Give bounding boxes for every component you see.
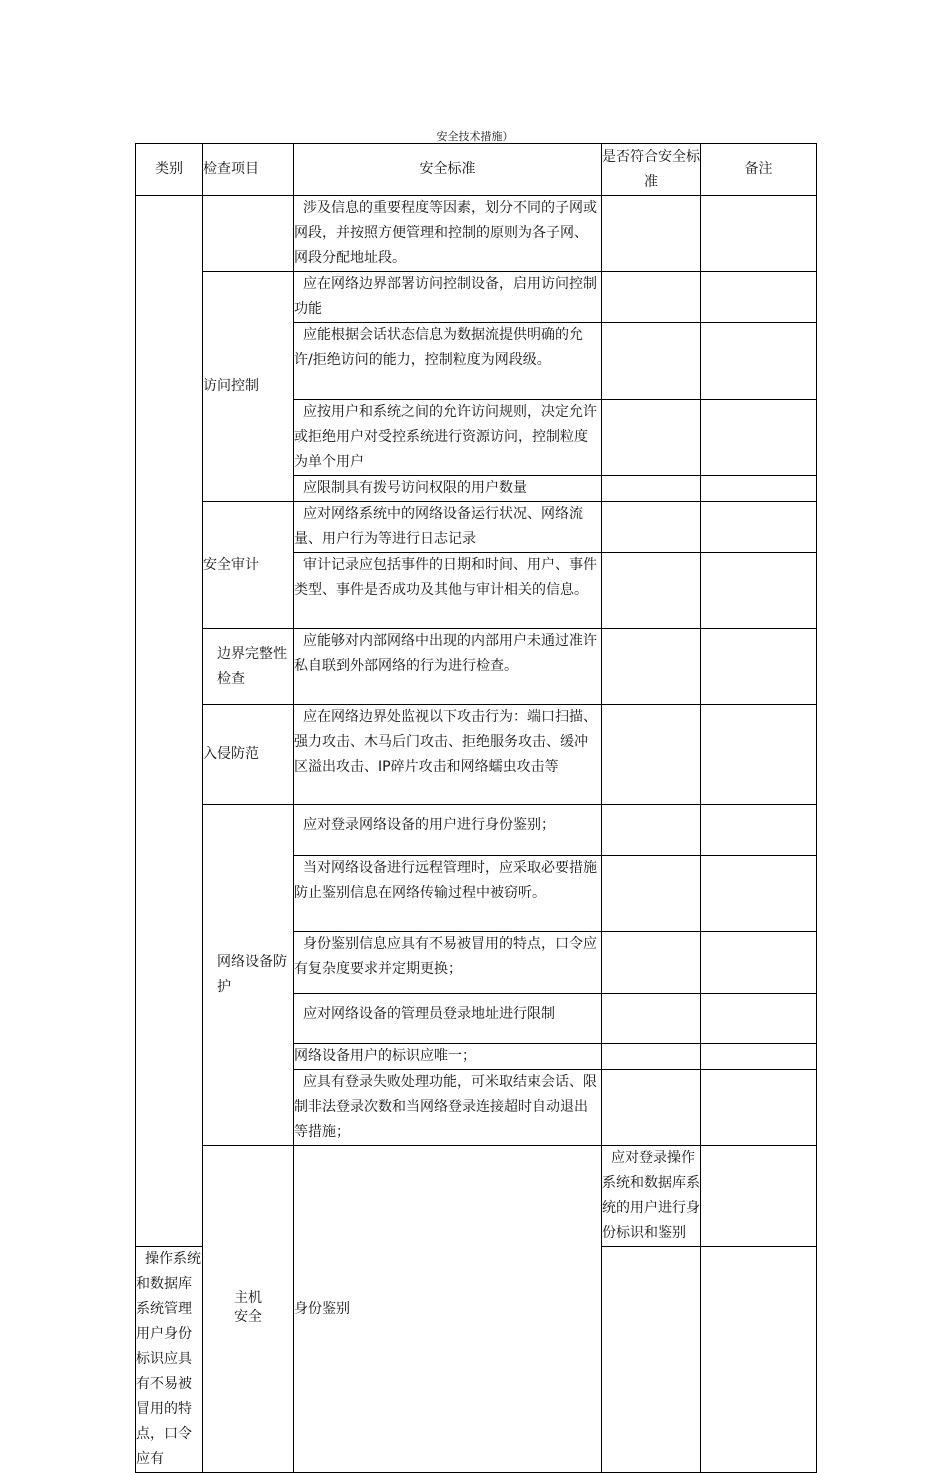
standard-cell: 应按用户和系统之间的允许访问规则，决定允许或拒绝用户对受控系统进行资源访问，控制粒度为单个用户 — [294, 400, 602, 476]
item-cell-blank — [203, 196, 294, 272]
note-cell[interactable] — [701, 705, 817, 805]
category-host-security: 主机安全 — [203, 1146, 294, 1473]
compliant-cell[interactable] — [602, 1044, 701, 1070]
table-row — [136, 629, 817, 705]
compliant-cell[interactable] — [602, 705, 701, 805]
header-note: 备注 — [701, 144, 817, 196]
header-standard: 安全标准 — [294, 144, 602, 196]
compliant-cell[interactable] — [602, 1070, 701, 1146]
standard-cell: 应对网络系统中的网络设备运行状况、网络流量、用户行为等进行日志记录 — [294, 502, 602, 553]
compliant-cell[interactable] — [602, 1247, 701, 1473]
table-row — [136, 1146, 817, 1247]
compliant-cell[interactable] — [602, 323, 701, 400]
security-checklist-table — [135, 143, 817, 1473]
note-cell[interactable] — [701, 272, 817, 323]
table-caption: 安全技术措施） — [436, 130, 514, 143]
item-boundary-integrity: 边界完整性检查 — [203, 629, 294, 705]
note-cell[interactable] — [701, 476, 817, 502]
category-cell-network — [136, 196, 203, 1247]
compliant-cell[interactable] — [602, 476, 701, 502]
compliant-cell[interactable] — [602, 196, 701, 272]
compliant-cell[interactable] — [602, 856, 701, 932]
standard-cell: 应具有登录失败处理功能，可米取结束会话、限制非法登录次数和当网络登录连接超时自动退出等措施； — [294, 1070, 602, 1146]
standard-cell: 应在网络边界部署访问控制设备，启用访问控制功能 — [294, 272, 602, 323]
compliant-cell[interactable] — [602, 553, 701, 629]
standard-cell: 应能根据会话状态信息为数据流提供明确的允许/拒绝访问的能力，控制粒度为网段级。 — [294, 323, 602, 400]
note-cell[interactable] — [701, 1070, 817, 1146]
standard-cell: 操作系统和数据库系统管理用户身份标识应具有不易被冒用的特点，口令应有 — [136, 1247, 203, 1473]
compliant-cell[interactable] — [602, 629, 701, 705]
table-row — [136, 196, 817, 272]
compliant-cell[interactable] — [602, 932, 701, 994]
standard-cell: 审计记录应包括事件的日期和时间、用户、事件类型、事件是否成功及其他与审计相关的信息。 — [294, 553, 602, 629]
standard-cell: 网络设备用户的标识应唯一； — [294, 1044, 602, 1070]
compliant-cell[interactable] — [602, 400, 701, 476]
standard-cell: 当对网络设备进行远程管理时，应采取必要措施防止鉴别信息在网络传输过程中被窃听。 — [294, 856, 602, 932]
standard-cell: 应对网络设备的管理员登录地址进行限制 — [294, 994, 602, 1044]
standard-cell: 应对登录网络设备的用户进行身份鉴别； — [294, 805, 602, 856]
header-item: 检查项目 — [203, 144, 294, 196]
note-cell[interactable] — [701, 856, 817, 932]
note-cell[interactable] — [701, 805, 817, 856]
item-access-control: 访问控制 — [203, 272, 294, 502]
standard-cell: 应对登录操作系统和数据库系统的用户进行身份标识和鉴别 — [602, 1146, 701, 1247]
note-cell[interactable] — [701, 629, 817, 705]
table-row — [136, 805, 817, 856]
standard-cell: 应在网络边界处监视以下攻击行为：端口扫描、强力攻击、木马后门攻击、拒绝服务攻击、缓冲区溢出攻击、IP碎片攻击和网络蠕虫攻击等 — [294, 705, 602, 805]
compliant-cell[interactable] — [602, 805, 701, 856]
header-row — [136, 144, 817, 196]
table-row — [136, 502, 817, 553]
standard-cell: 应能够对内部网络中出现的内部用户未通过准许私自联到外部网络的行为进行检查。 — [294, 629, 602, 705]
table-row — [136, 705, 817, 805]
table-row — [136, 272, 817, 323]
item-intrusion-prevention: 入侵防范 — [203, 705, 294, 805]
note-cell[interactable] — [701, 553, 817, 629]
note-cell[interactable] — [701, 994, 817, 1044]
note-cell[interactable] — [701, 932, 817, 994]
note-cell[interactable] — [701, 323, 817, 400]
header-compliant: 是否符合安全标准 — [602, 144, 701, 196]
note-cell[interactable] — [701, 1044, 817, 1070]
compliant-cell[interactable] — [701, 1146, 817, 1247]
item-identity-auth: 身份鉴别 — [294, 1146, 602, 1473]
compliant-cell[interactable] — [602, 994, 701, 1044]
note-cell[interactable] — [701, 502, 817, 553]
note-cell[interactable] — [701, 196, 817, 272]
standard-cell: 应限制具有拨号访问权限的用户数量 — [294, 476, 602, 502]
standard-cell: 身份鉴别信息应具有不易被冒用的特点，口令应有复杂度要求并定期更换； — [294, 932, 602, 994]
item-security-audit: 安全审计 — [203, 502, 294, 629]
compliant-cell[interactable] — [602, 502, 701, 553]
note-cell[interactable] — [701, 400, 817, 476]
standard-cell: 涉及信息的重要程度等因素，划分不同的子网或网段，并按照方便管理和控制的原则为各子网、网段分配地址段。 — [294, 196, 602, 272]
header-category: 类别 — [136, 144, 203, 196]
note-cell[interactable] — [701, 1247, 817, 1473]
compliant-cell[interactable] — [602, 272, 701, 323]
item-network-device-protection: 网络设备防护 — [203, 805, 294, 1146]
